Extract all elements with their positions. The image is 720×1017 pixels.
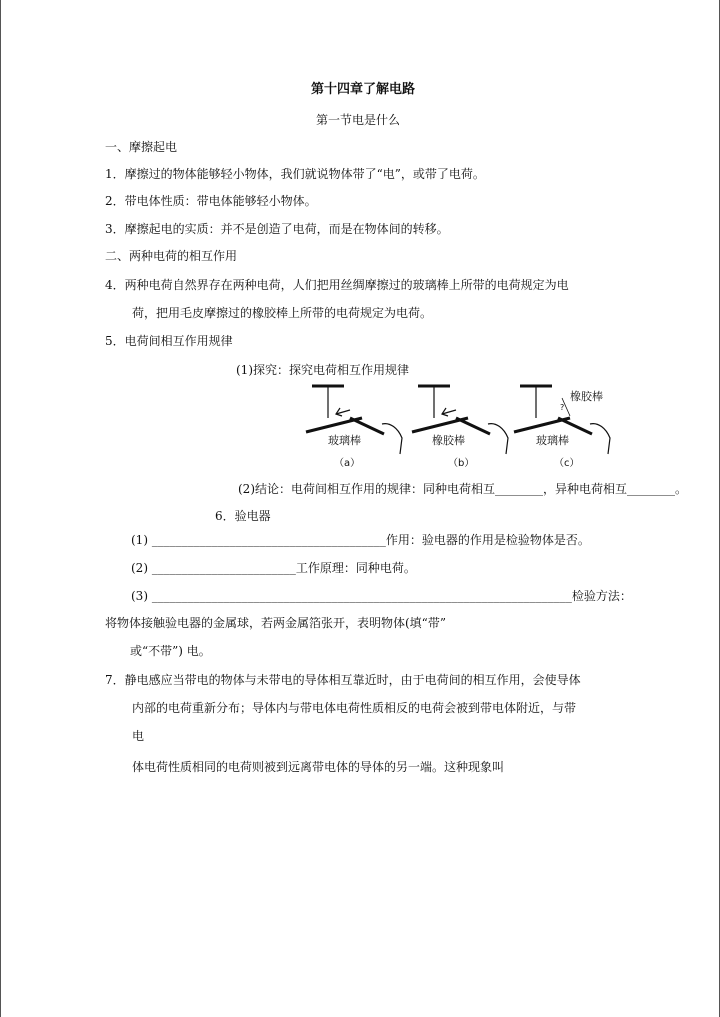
item-7-line-4: 体电荷性质相同的电荷则被到远离带电体的导体的另一端。这种现象叫	[132, 760, 505, 774]
hand-b	[488, 424, 508, 454]
charge-interaction-figure	[300, 382, 630, 472]
held-rod-b	[456, 418, 490, 434]
heading-electroscope: 6．验电器	[215, 509, 271, 523]
rod-label-c-top: 橡胶棒	[570, 390, 603, 403]
explore-line: (1)探究：探究电荷相互作用规律	[236, 363, 409, 377]
rod-label-b: 橡胶棒	[432, 434, 465, 447]
item-1: 1．摩擦过的物体能够轻小物体，我们就说物体带了“电”，或带了电荷。	[105, 167, 485, 181]
item-5: 5．电荷间相互作用规律	[105, 334, 233, 348]
electroscope-line-2: (2) ________________________工作原理：同种电荷。	[131, 561, 416, 575]
rod-label-c: 玻璃棒	[536, 434, 569, 447]
question-mark: ?	[560, 403, 565, 412]
item-3: 3．摩擦起电的实质：并不是创造了电荷，而是在物体间的转移。	[105, 222, 449, 236]
item-4-line-1: 4．两种电荷自然界存在两种电荷，人们把用丝绸摩擦过的玻璃棒上所带的电荷规定为电	[105, 278, 569, 292]
caption-c: （c）	[554, 458, 580, 469]
caption-a: （a）	[334, 458, 361, 469]
item-7-line-1: 7．静电感应当带电的物体与未带电的导体相互靠近时，由于电荷间的相互作用，会使导体	[105, 673, 581, 687]
item-7-line-3: 电	[132, 729, 145, 743]
electroscope-line-1: (1) _______________________________________作用：验电器的作用是检验物体是否。	[131, 533, 590, 547]
electroscope-line-5: 或“不带”) 电。	[130, 644, 211, 658]
item-2: 2．带电体性质：带电体能够轻小物体。	[105, 194, 317, 208]
hand-a	[382, 424, 402, 454]
heading-friction-electrification: 一、摩擦起电	[105, 140, 178, 154]
hand-c	[590, 424, 610, 454]
conclusion-line: (2)结论：电荷间相互作用的规律：同种电荷相互________，异种电荷相互________。	[238, 482, 688, 496]
item-7-line-2: 内部的电荷重新分布；导体内与带电体电荷性质相反的电荷会被到带电体附近，与带	[132, 701, 577, 715]
heading-two-charges: 二、两种电荷的相互作用	[105, 249, 238, 263]
electroscope-line-3: (3) ______________________________________________________________________检验方法：	[131, 589, 632, 603]
section-title: 第一节电是什么	[316, 113, 401, 127]
rod-label-a: 玻璃棒	[328, 434, 361, 447]
caption-b: （b）	[448, 458, 475, 469]
page-border-left	[0, 0, 1, 1017]
held-rod-c	[558, 418, 592, 434]
chapter-title: 第十四章了解电路	[311, 82, 416, 97]
electroscope-line-4: 将物体接触验电器的金属球，若两金属箔张开，表明物体(填“带”	[105, 616, 446, 630]
held-rod-a	[350, 418, 384, 434]
item-4-line-2: 荷，把用毛皮摩擦过的橡胶棒上所带的电荷规定为电荷。	[132, 306, 433, 320]
